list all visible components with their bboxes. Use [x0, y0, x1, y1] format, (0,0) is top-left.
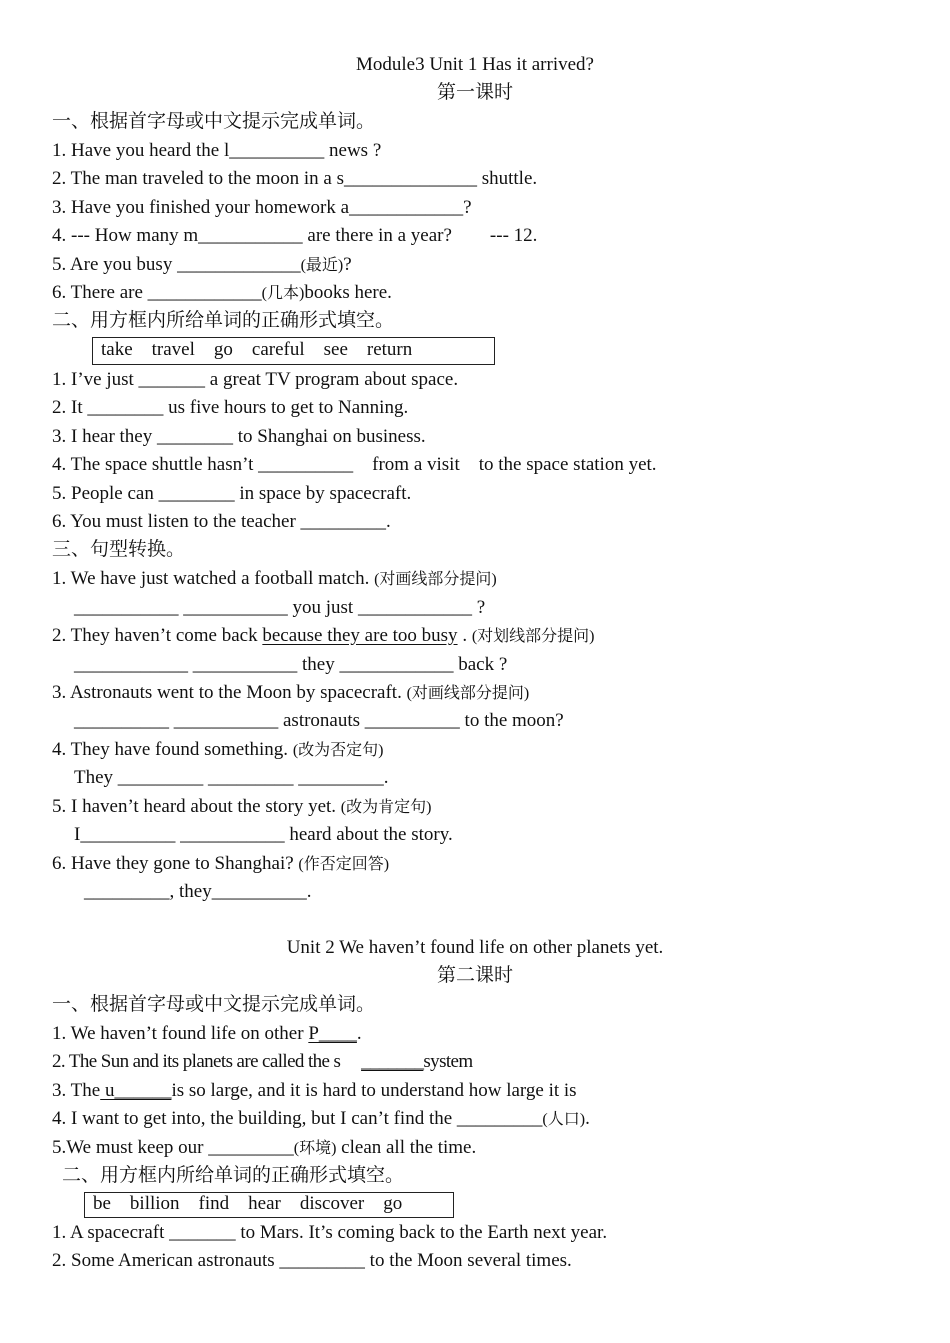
unit2-lesson: 第二课时	[436, 965, 513, 986]
question-text: 1. We haven’t found life on other	[52, 1023, 309, 1044]
question-text: 5. Are you busy _____________	[52, 254, 301, 275]
question-end: system	[423, 1051, 473, 1072]
unit1-sec1-heading: 一、根据首字母或中文提示完成单词。	[52, 111, 376, 132]
unit1-sec2-heading: 二、用方框内所给单词的正确形式填空。	[52, 310, 395, 331]
unit1-sec3-q2-answer: ____________ ___________ they ____________ back ?	[74, 654, 508, 675]
chinese-hint: (对画线部分提问)	[406, 685, 530, 702]
unit1-sec1-q1: 1. Have you heard the l__________ news ?	[52, 140, 382, 161]
question-text: 1. We have just watched a football match.	[52, 568, 375, 589]
unit1-sec1-q2: 2. The man traveled to the moon in a s______________ shuttle.	[52, 168, 538, 189]
unit2-sec2-q1: 1. A spacecraft _______ to Mars. It’s coming back to the Earth next year.	[52, 1222, 608, 1243]
unit1-sec2-q4: 4. The space shuttle hasn’t __________ from a visit to the space station yet.	[52, 454, 657, 475]
question-text: 2. They haven’t come back	[52, 625, 263, 646]
chinese-hint: (对划线部分提问)	[471, 628, 595, 645]
chinese-hint: (人口)	[542, 1111, 586, 1128]
question-end: is so large, and it is hard to understand how large it is	[171, 1080, 577, 1101]
unit1-word-box: take travel go careful see return	[92, 337, 495, 365]
unit2-word-box: be billion find hear discover go	[84, 1192, 454, 1218]
unit2-sec1-q1	[52, 1022, 362, 1046]
unit2-sec2-q2: 2. Some American astronauts _________ to the Moon several times.	[52, 1250, 572, 1271]
chinese-hint: (最近)	[300, 257, 344, 274]
question-text: 5.We must keep our _________	[52, 1137, 294, 1158]
unit1-sec3-q5	[52, 795, 431, 820]
chinese-hint: (作否定回答)	[298, 856, 390, 873]
unit1-sec3-q3-answer: __________ ___________ astronauts __________ to the moon?	[74, 710, 564, 731]
chinese-hint: (对画线部分提问)	[374, 571, 497, 588]
unit2-sec1-q5	[52, 1136, 476, 1161]
question-text: 5. I haven’t heard about the story yet.	[52, 796, 341, 817]
unit1-sec2-q5: 5. People can ________ in space by spacecraft.	[52, 483, 412, 504]
question-end: books here.	[304, 282, 392, 303]
unit2-sec1-heading: 一、根据首字母或中文提示完成单词。	[52, 994, 376, 1015]
unit1-sec2-q1: 1. I’ve just _______ a great TV program about space.	[52, 369, 459, 390]
question-text: 4. They have found something.	[52, 739, 293, 760]
unit1-sec2-q6: 6. You must listen to the teacher _________.	[52, 511, 391, 532]
unit1-sec1-q3: 3. Have you finished your homework a____________?	[52, 197, 472, 218]
unit1-sec3-q4	[52, 738, 383, 763]
underlined-blank: u______	[100, 1080, 172, 1101]
unit1-sec3-q4-answer: They _________ _________ _________.	[74, 767, 389, 788]
underlined-blank: P____	[308, 1023, 357, 1044]
question-end: .	[457, 625, 472, 646]
unit1-sec3-q5-answer: I__________ ___________ heard about the story.	[74, 824, 453, 845]
question-text: 3. Astronauts went to the Moon by spacecraft.	[52, 682, 407, 703]
unit1-sec2-q2: 2. It ________ us five hours to get to Nanning.	[52, 397, 409, 418]
unit2-sec1-q4	[52, 1107, 590, 1132]
unit1-sec3-q6	[52, 852, 389, 877]
question-text: 6. Have they gone to Shanghai?	[52, 853, 299, 874]
question-end: clean all the time.	[336, 1137, 477, 1158]
unit1-lesson: 第一课时	[436, 82, 513, 103]
unit2-sec2-heading: 二、用方框内所给单词的正确形式填空。	[62, 1165, 405, 1186]
question-end: ?	[343, 254, 352, 275]
unit1-sec3-q1	[52, 567, 497, 592]
unit2-title: Unit 2 We haven’t found life on other planets yet.	[286, 937, 664, 958]
question-text: 6. There are ____________	[52, 282, 262, 303]
unit1-sec3-q1-answer: ___________ ___________ you just ____________ ?	[74, 597, 486, 618]
unit1-sec3-q6-answer: _________, they__________.	[84, 881, 312, 902]
unit1-sec3-q3	[52, 681, 529, 706]
chinese-hint: (改为肯定句)	[340, 799, 432, 816]
question-text: 3. The	[52, 1080, 101, 1101]
underlined-blank: _______	[361, 1051, 424, 1072]
question-text: 4. I want to get into, the building, but I can’t find the _________	[52, 1108, 543, 1129]
unit2-sec1-q2	[52, 1050, 473, 1074]
chinese-hint: (环境)	[293, 1140, 337, 1157]
unit1-sec3-q2	[52, 624, 594, 649]
unit1-sec3-heading: 三、句型转换。	[52, 539, 186, 560]
unit1-sec1-q5	[52, 253, 352, 278]
unit1-sec1-q6	[52, 281, 392, 306]
question-end: .	[356, 1023, 362, 1044]
unit2-sec1-q3	[52, 1079, 577, 1103]
question-end: .	[585, 1108, 590, 1129]
unit1-sec1-q4: 4. --- How many m___________ are there in a year? --- 12.	[52, 225, 538, 246]
unit1-title: Module3 Unit 1 Has it arrived?	[356, 54, 594, 75]
underlined-part: because they are too busy	[262, 625, 458, 646]
chinese-hint: (改为否定句)	[292, 742, 384, 759]
question-text: 2. The Sun and its planets are called the s	[52, 1051, 362, 1072]
unit1-sec2-q3: 3. I hear they ________ to Shanghai on business.	[52, 426, 426, 447]
chinese-hint: (几本)	[261, 285, 305, 302]
